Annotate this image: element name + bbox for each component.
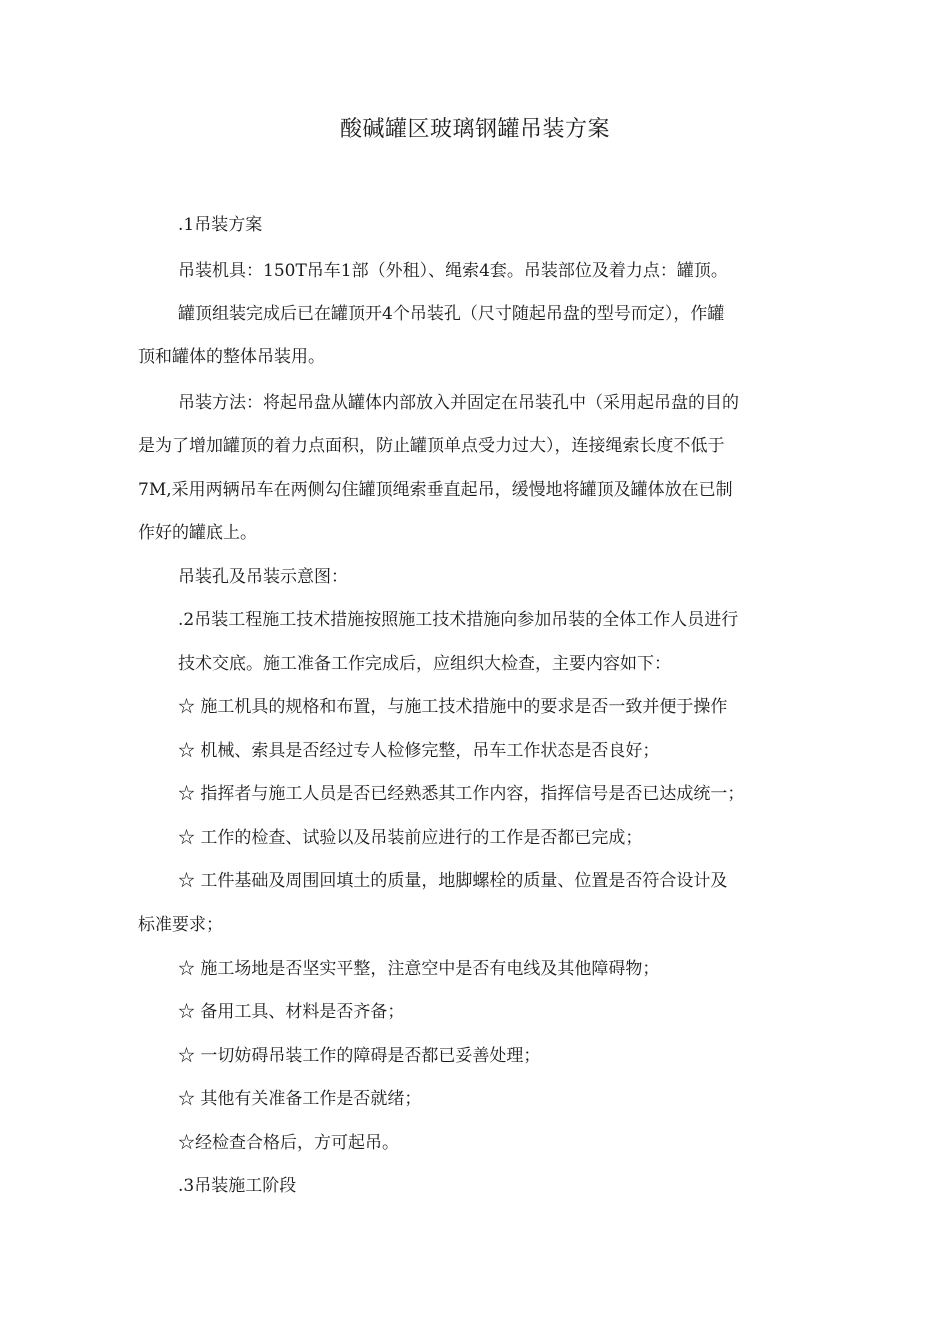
paragraph-line: 吊装孔及吊装示意图： (178, 567, 348, 587)
checklist-item: ☆经检查合格后，方可起吊。 (178, 1133, 399, 1153)
checklist-item: ☆ 一切妨碍吊装工作的障碍是否都已妥善处理； (178, 1046, 541, 1066)
paragraph-line: 作好的罐底上。 (138, 523, 257, 543)
paragraph-line: 技术交底。施工准备工作完成后，应组织大检查，主要内容如下： (178, 654, 671, 674)
document-title: 酸碱罐区玻璃钢罐吊装方案 (339, 117, 610, 142)
checklist-item: ☆ 指挥者与施工人员是否已经熟悉其工作内容，指挥信号是否已达成统一； (178, 784, 745, 804)
checklist-item: ☆ 工件基础及周围回填土的质量，地脚螺栓的质量、位置是否符合设计及 (178, 871, 728, 891)
checklist-item-continuation: 标准要求； (138, 915, 223, 935)
checklist-item: ☆ 备用工具、材料是否齐备； (178, 1002, 405, 1022)
checklist-item: ☆ 其他有关准备工作是否就绪； (178, 1089, 422, 1109)
paragraph-line: 吊装方法：将起吊盘从罐体内部放入并固定在吊装孔中（采用起吊盘的目的 (178, 393, 739, 413)
paragraph-line: 7M,采用两辆吊车在两侧勾住罐顶绳索垂直起吊，缓慢地将罐顶及罐体放在已制 (138, 480, 733, 500)
paragraph-line: 吊装机具：150T吊车1部（外租）、绳索4套。吊装部位及着力点：罐顶。 (178, 261, 728, 281)
checklist-item: ☆ 机械、索具是否经过专人检修完整，吊车工作状态是否良好； (178, 741, 660, 761)
paragraph-line: 罐顶组装完成后已在罐顶开4个吊装孔（尺寸随起吊盘的型号而定），作罐 (178, 304, 725, 324)
paragraph-line: 是为了增加罐顶的着力点面积，防止罐顶单点受力过大），连接绳索长度不低于 (138, 436, 725, 456)
section-heading-1: .1吊装方案 (178, 215, 263, 235)
paragraph-line: 顶和罐体的整体吊装用。 (138, 347, 325, 367)
checklist-item: ☆ 工作的检查、试验以及吊装前应进行的工作是否都已完成； (178, 828, 643, 848)
checklist-item: ☆ 施工场地是否坚实平整，注意空中是否有电线及其他障碍物； (178, 959, 660, 979)
checklist-item: ☆ 施工机具的规格和布置，与施工技术措施中的要求是否一致并便于操作 (178, 697, 728, 717)
section-heading-3: .3吊装施工阶段 (178, 1176, 297, 1196)
section-heading-2: .2吊装工程施工技术措施按照施工技术措施向参加吊装的全体工作人员进行 (178, 610, 739, 630)
